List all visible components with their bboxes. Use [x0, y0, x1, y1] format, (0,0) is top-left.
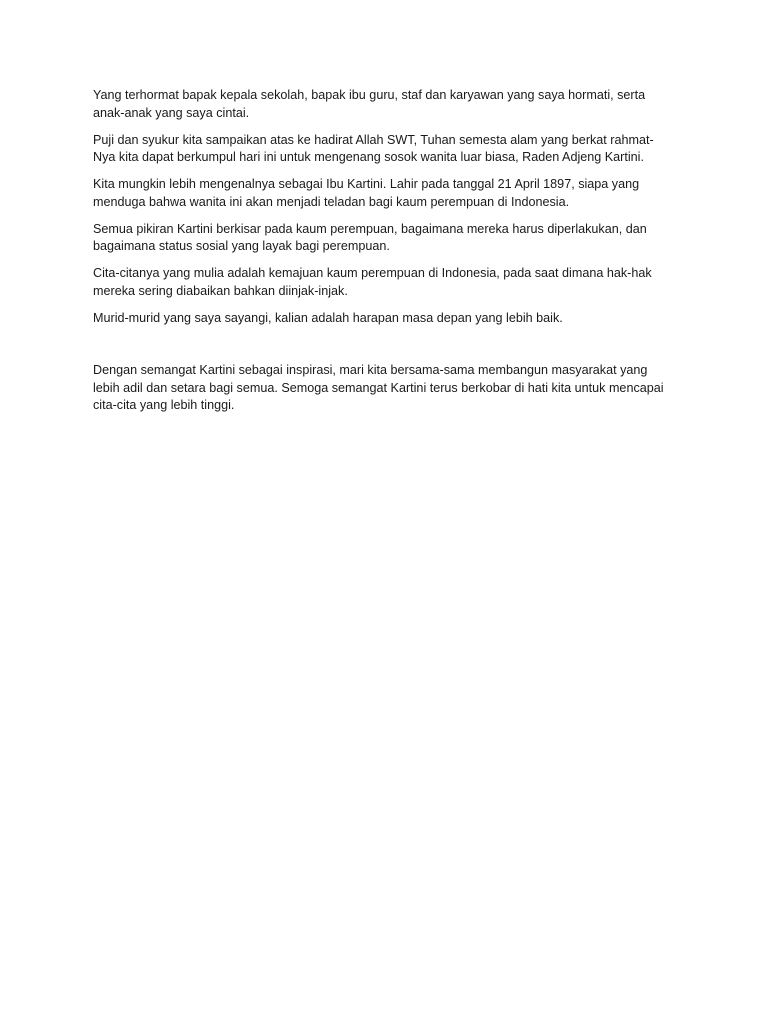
paragraph-birth: Kita mungkin lebih mengenalnya sebagai Ibu Kartini. Lahir pada tanggal 21 April 1897, siapa yang menduga bahwa wanita ini akan menjadi teladan bagi kaum perempuan di Indonesia. — [93, 177, 640, 209]
paragraph-gratitude: Puji dan syukur kita sampaikan atas ke hadirat Allah SWT, Tuhan semesta alam yang berkat rahmat-Nya kita dapat berkumpul hari ini untuk mengenang sosok wanita luar biasa, Raden Adjeng Kartini. — [93, 132, 654, 164]
paragraph-ideals: Cita-citanya yang mulia adalah kemajuan kaum perempuan di Indonesia, pada saat dimana hak-hak mereka sering diabaikan bahkan diinjak-injak. — [93, 266, 652, 298]
paragraph-thoughts: Semua pikiran Kartini berkisar pada kaum perempuan, bagaimana mereka harus diperlakukan, dan bagaimana status sosial yang layak bagi perempuan. — [93, 221, 647, 253]
paragraph-greeting: Yang terhormat bapak kepala sekolah, bapak ibu guru, staf dan karyawan yang saya hormati, serta anak-anak yang saya cintai. — [93, 88, 646, 120]
paragraph-students: Murid-murid yang saya sayangi, kalian adalah harapan masa depan yang lebih baik. — [93, 310, 563, 325]
paragraph-closing: Dengan semangat Kartini sebagai inspirasi, mari kita bersama-sama membangun masyarakat yang lebih adil dan setara bagi semua. Semoga semangat Kartini terus berkobar di hati kita untuk mencapai cita-cita yang lebih tinggi. — [93, 363, 664, 412]
document-body — [93, 87, 673, 424]
